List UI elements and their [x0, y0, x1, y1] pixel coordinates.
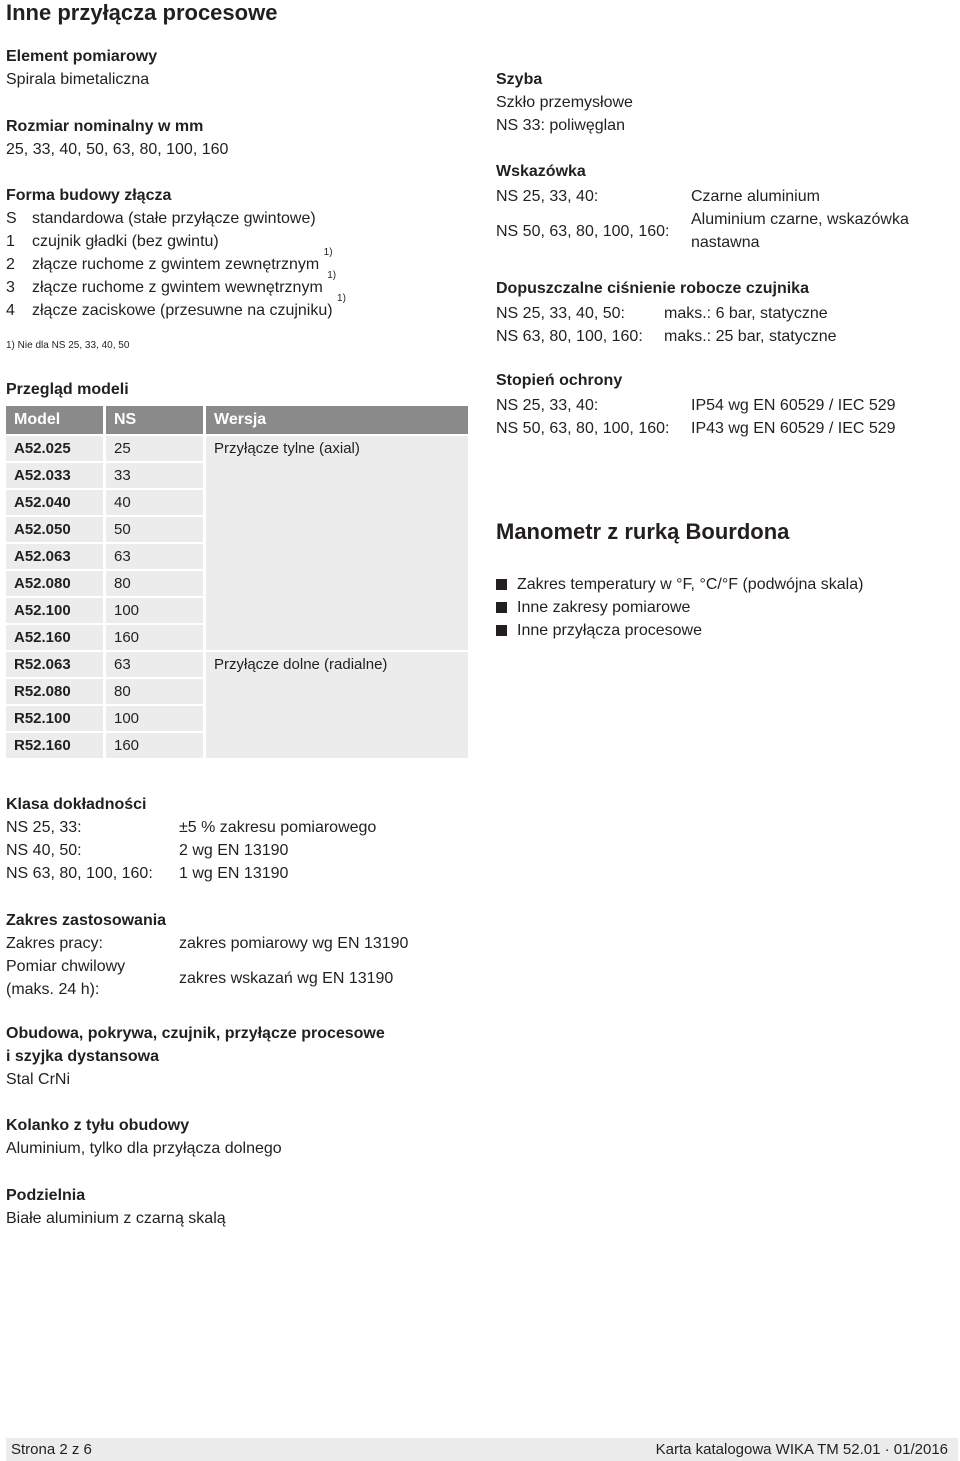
footnote-ref: 1)	[323, 247, 333, 258]
przeglad-head: Przegląd modeli	[6, 381, 129, 398]
table-row: A52.025 25 Przyłącze tylne (axial)	[6, 435, 468, 462]
footnote: 1) Nie dla NS 25, 33, 40, 50	[6, 340, 130, 351]
bourdon-head: Manometr z rurką Bourdona	[496, 519, 790, 544]
cisnienie-section: Dopuszczalne ciśnienie robocze czujnika NS 25, 33, 40, 50: maks.: 6 bar, statyczne NS 63, 80, 100, 160: maks.: 25 bar, statyczne	[496, 277, 946, 348]
bullet-square-icon	[496, 602, 507, 613]
list-item: 4 złącze zaciskowe (przesuwne na czujniku) 1)	[6, 299, 476, 322]
list-item: 3 złącze ruchome z gwintem wewnętrznym 1)	[6, 276, 476, 299]
table-row: A52.050 50	[6, 516, 468, 543]
table-row: R52.160 160	[6, 732, 468, 758]
table-row: A52.063 63	[6, 543, 468, 570]
obudowa-section: Obudowa, pokrywa, czujnik, przyłącze procesowe i szyjka dystansowa Stal CrNi	[6, 1025, 385, 1088]
list-item: S standardowa (stałe przyłącze gwintowe)	[6, 210, 316, 227]
element-value: Spirala bimetaliczna	[6, 71, 150, 88]
table-row: R52.063 63 Przyłącze dolne (radialne)	[6, 651, 468, 678]
nominal-section	[6, 115, 476, 161]
forma-head: Forma budowy złącza	[6, 187, 172, 204]
zakres-head: Zakres zastosowania	[6, 912, 167, 929]
zakres-section: Zakres zastosowania Zakres pracy: zakres pomiarowy wg EN 13190 Pomiar chwilowy (maks. 24 h): zakres wskazań wg EN 13190	[6, 909, 476, 1001]
szyba-section: Szyba Szkło przemysłowe NS 33: poliwęglan	[496, 68, 946, 137]
page-number: Strona 2 z 6	[11, 1441, 92, 1458]
list-item: Inne zakresy pomiarowe	[496, 596, 946, 619]
col-model: Model	[6, 406, 105, 435]
footnote-ref: 1)	[327, 270, 337, 281]
table-row: R52.100 100	[6, 705, 468, 732]
list-item: 2 złącze ruchome z gwintem zewnętrznym 1)	[6, 253, 476, 276]
col-ns: NS	[105, 406, 205, 435]
forma-section	[6, 184, 476, 322]
cisnienie-head: Dopuszczalne ciśnienie robocze czujnika	[496, 280, 809, 297]
element-head: Element pomiarowy	[6, 48, 158, 65]
catalog-reference: Karta katalogowa WIKA TM 52.01 · 01/2016	[655, 1441, 948, 1458]
bourdon-list	[496, 573, 946, 642]
bullet-square-icon	[496, 625, 507, 636]
page-footer	[6, 1438, 958, 1461]
col-wersja: Wersja	[205, 406, 469, 435]
nominal-value: 25, 33, 40, 50, 63, 80, 100, 160	[6, 141, 229, 158]
szyba-head: Szyba	[496, 71, 543, 88]
ochrona-section: Stopień ochrony NS 25, 33, 40: IP54 wg EN 60529 / IEC 529 NS 50, 63, 80, 100, 160: IP43 wg EN 60529 / IEC 529	[496, 369, 946, 440]
table-row: A52.100 100	[6, 597, 468, 624]
element-section	[6, 45, 476, 91]
ochrona-head: Stopień ochrony	[496, 372, 623, 389]
list-item: 1 czujnik gładki (bez gwintu)	[6, 233, 219, 250]
wskazowka-section: Wskazówka NS 25, 33, 40: Czarne aluminium NS 50, 63, 80, 100, 160: Aluminium czarne, wskazówka nastawna	[496, 160, 946, 254]
klasa-section: Klasa dokładności NS 25, 33: ±5 % zakresu pomiarowego NS 40, 50: 2 wg EN 13190 NS 63, 80, 100, 160: 1 wg EN 13190	[6, 793, 476, 885]
table-row: R52.080 80	[6, 678, 468, 705]
table-row: A52.160 160	[6, 624, 468, 651]
footnote-ref: 1)	[337, 293, 346, 304]
wskazowka-head: Wskazówka	[496, 163, 586, 180]
model-table	[6, 406, 468, 758]
kolanko-section: Kolanko z tyłu obudowy Aluminium, tylko dla przyłącza dolnego	[6, 1117, 282, 1157]
list-item: Zakres temperatury w °F, °C/°F (podwójna skala)	[496, 573, 946, 596]
table-header	[6, 406, 468, 435]
table-row: A52.033 33	[6, 462, 468, 489]
page-title: Inne przyłącza procesowe	[6, 0, 278, 25]
list-item: Inne przyłącza procesowe	[496, 619, 946, 642]
podzielnia-section: Podzielnia Białe aluminium z czarną skalą	[6, 1187, 226, 1227]
nominal-head: Rozmiar nominalny w mm	[6, 118, 204, 135]
table-row: A52.040 40	[6, 489, 468, 516]
table-row: A52.080 80	[6, 570, 468, 597]
klasa-head: Klasa dokładności	[6, 796, 147, 813]
bullet-square-icon	[496, 579, 507, 590]
